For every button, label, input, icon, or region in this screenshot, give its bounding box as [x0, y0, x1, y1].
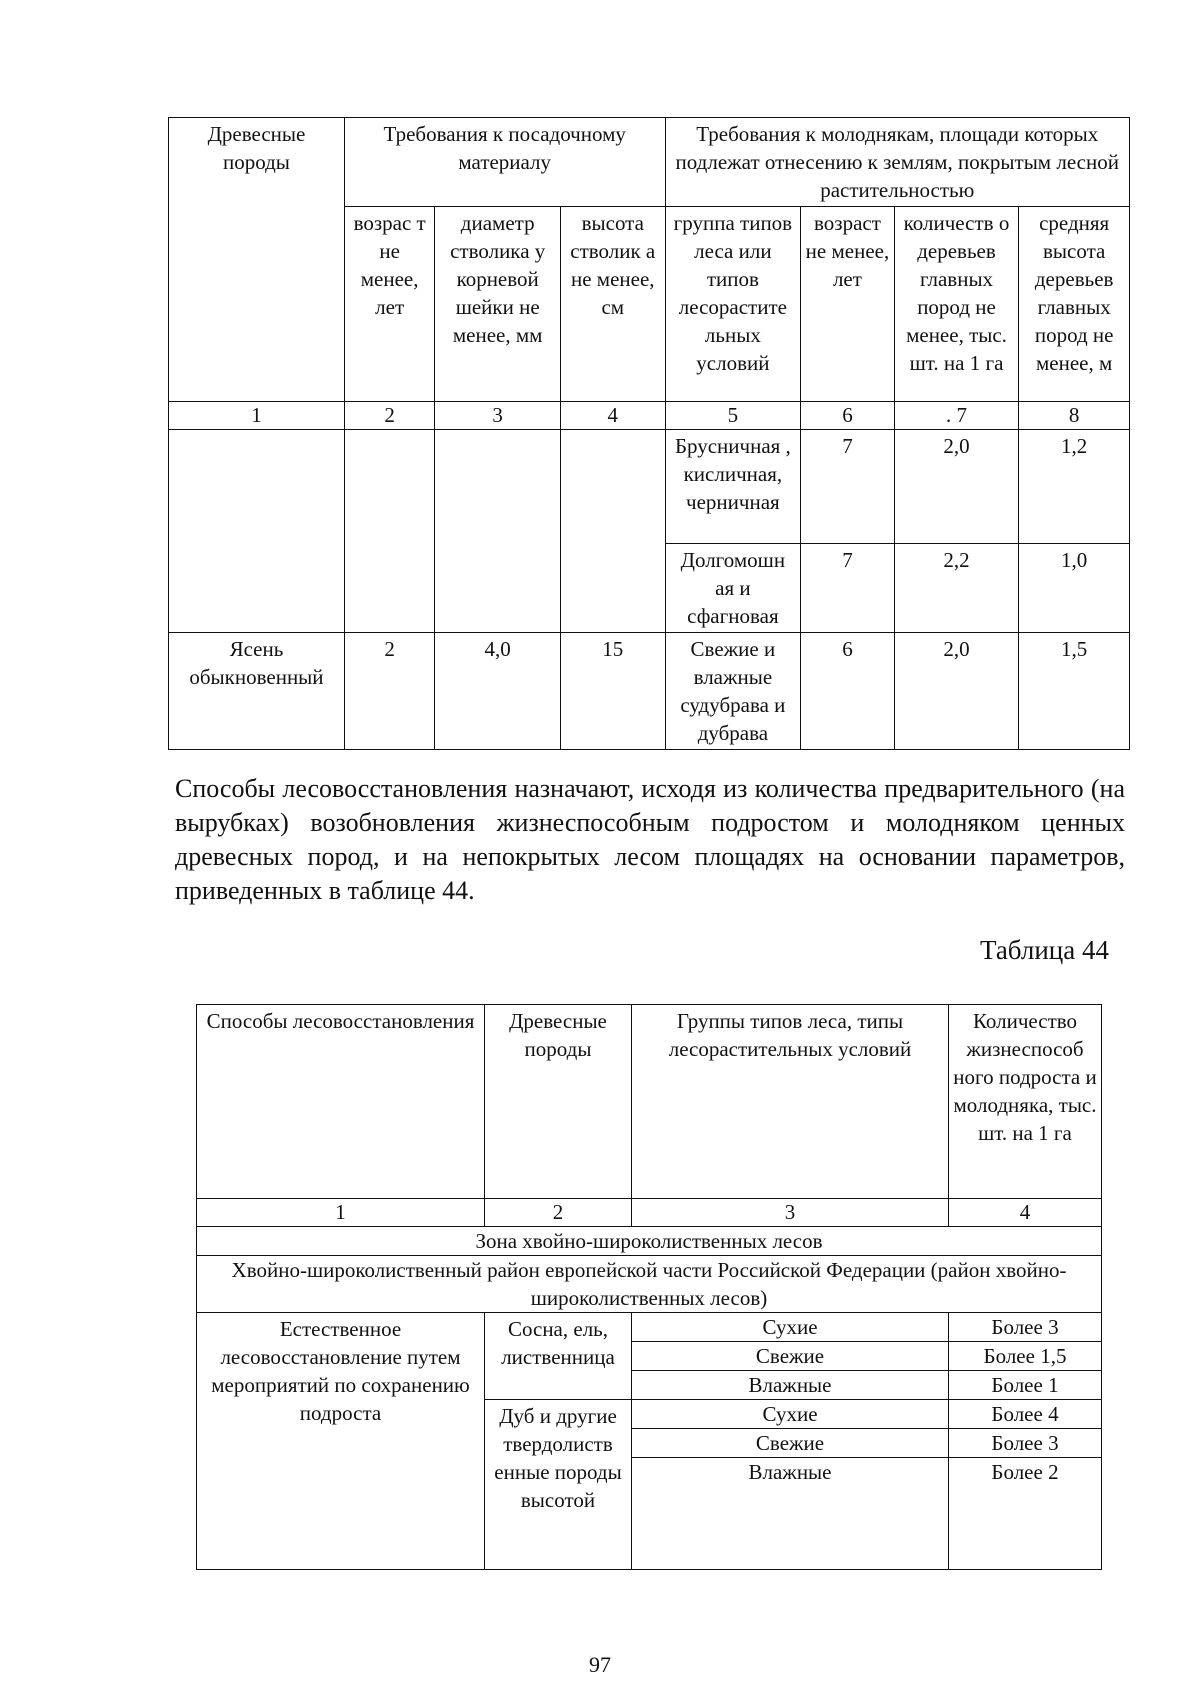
cell-tree-count: 2,0	[894, 633, 1019, 750]
cell-young-age: 7	[801, 544, 894, 633]
cell-age: 2	[344, 633, 434, 750]
cell-young-age: 7	[801, 430, 894, 544]
cell-height: 15	[561, 633, 666, 750]
column-number: 6	[801, 402, 894, 430]
cell-diameter	[435, 430, 561, 633]
cell-quantity: Более 1	[949, 1371, 1102, 1400]
table-44-reforestation-methods	[196, 1004, 1102, 1570]
header-tree-count: количеств о деревьев главных пород не менее, тыс. шт. на 1 га	[894, 207, 1019, 402]
cell-method: Естественное лесовосстановление путем мероприятий по сохранению подроста	[197, 1313, 485, 1570]
cell-condition: Сухие	[632, 1400, 949, 1429]
cell-quantity: Более 4	[949, 1400, 1102, 1429]
cell-quantity: Более 2	[949, 1458, 1102, 1570]
header-young-growth: Требования к молоднякам, площади которых подлежат отнесению к землям, покрытым лесной растительностью	[665, 118, 1129, 207]
header-planting-material: Требования к посадочному материалу	[344, 118, 665, 207]
column-number: 2	[485, 1199, 632, 1227]
column-number: . 7	[894, 402, 1019, 430]
zone-row: Зона хвойно-широколиственных лесов	[197, 1227, 1102, 1256]
cell-condition: Свежие	[632, 1429, 949, 1458]
header-forest-type-group: группа типов леса или типов лесорастите льных условий	[665, 207, 801, 402]
table-row	[169, 633, 1130, 750]
cell-condition: Сухие	[632, 1313, 949, 1342]
cell-mean-height: 1,2	[1019, 430, 1130, 544]
cell-diameter: 4,0	[435, 633, 561, 750]
cell-condition: Влажные	[632, 1371, 949, 1400]
cell-age	[344, 430, 434, 633]
column-number: 5	[665, 402, 801, 430]
column-number: 2	[344, 402, 434, 430]
column-number: 1	[169, 402, 345, 430]
header-undergrowth-count: Количество жизнеспособ ного подроста и молодняка, тыс. шт. на 1 га	[949, 1005, 1102, 1199]
header-method: Способы лесовосстановления	[197, 1005, 485, 1199]
column-number: 4	[561, 402, 666, 430]
column-number: 3	[632, 1199, 949, 1227]
cell-forest-group: Брусничная , кисличная, черничная	[665, 430, 801, 544]
cell-species-hardwoods: Дуб и другие твердолиств енные породы высотой	[485, 1400, 632, 1570]
header-mean-height: средняя высота деревьев главных пород не менее, м	[1019, 207, 1130, 402]
cell-condition: Влажные	[632, 1458, 949, 1570]
table-row	[169, 430, 1130, 544]
cell-forest-group: Долгомошн ая и сфагновая	[665, 544, 801, 633]
table-row	[197, 1313, 1102, 1342]
header-species: Древесные породы	[169, 118, 345, 402]
page-number: 97	[589, 1652, 611, 1677]
cell-species: Ясень обыкновенный	[169, 633, 345, 750]
header-age: возрас т не менее, лет	[344, 207, 434, 402]
cell-mean-height: 1,5	[1019, 633, 1130, 750]
cell-condition: Свежие	[632, 1342, 949, 1371]
column-number: 4	[949, 1199, 1102, 1227]
cell-species-conifers: Сосна, ель, лиственница	[485, 1313, 632, 1400]
header-forest-type-groups: Группы типов леса, типы лесорастительных условий	[632, 1005, 949, 1199]
cell-height	[561, 430, 666, 633]
column-number: 3	[435, 402, 561, 430]
cell-tree-count: 2,0	[894, 430, 1019, 544]
table-young-growth-requirements	[168, 117, 1130, 750]
column-number-row	[197, 1199, 1102, 1227]
column-number: 8	[1019, 402, 1130, 430]
cell-mean-height: 1,0	[1019, 544, 1130, 633]
cell-quantity: Более 3	[949, 1313, 1102, 1342]
header-young-age: возраст не менее, лет	[801, 207, 894, 402]
cell-young-age: 6	[801, 633, 894, 750]
column-number-row	[169, 402, 1130, 430]
header-height: высота стволик а не менее, см	[561, 207, 666, 402]
cell-quantity: Более 3	[949, 1429, 1102, 1458]
cell-forest-group: Свежие и влажные судубрава и дубрава	[665, 633, 801, 750]
cell-quantity: Более 1,5	[949, 1342, 1102, 1371]
column-number: 1	[197, 1199, 485, 1227]
region-row: Хвойно-широколиственный район европейской части Российской Федерации (район хвойно-широколиственных лесов)	[197, 1256, 1102, 1313]
table-caption: Таблица 44	[980, 935, 1109, 965]
header-diameter: диаметр стволика у корневой шейки не менее, мм	[435, 207, 561, 402]
body-paragraph: Способы лесовосстановления назначают, исходя из количества предварительного (на вырубках) возобновления жизнеспособным подростом и молодняком ценных древесных пород, и на непокрытых лесом площадях на основании параметров, приведенных в таблице 44.	[175, 774, 1125, 905]
header-species: Древесные породы	[485, 1005, 632, 1199]
cell-species	[169, 430, 345, 633]
cell-tree-count: 2,2	[894, 544, 1019, 633]
